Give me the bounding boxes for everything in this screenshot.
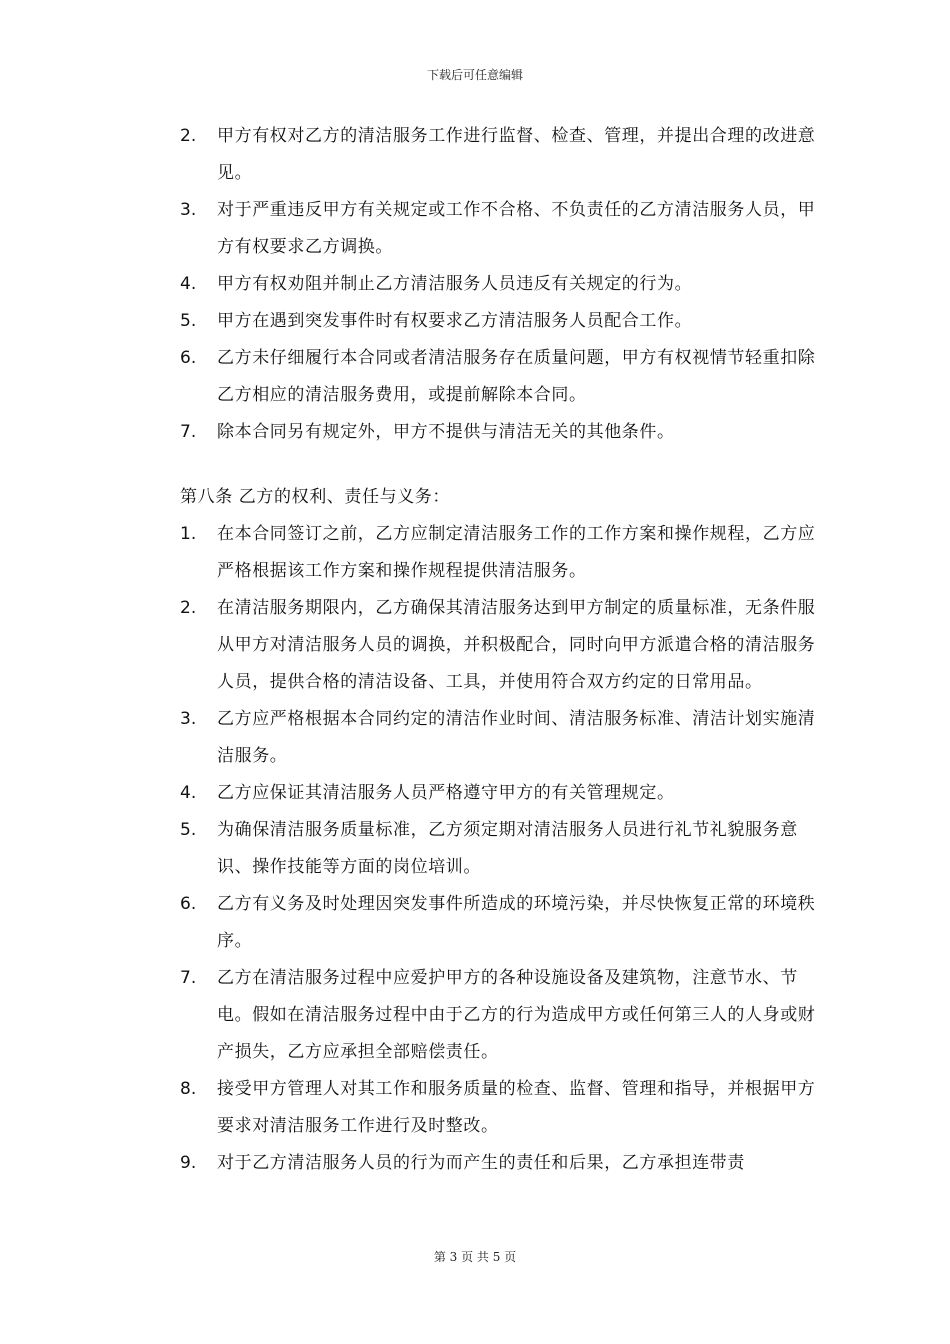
item-number: 6. [180, 348, 197, 368]
list-item [180, 192, 820, 266]
page-header: 下载后可任意编辑 [426, 68, 523, 82]
list-item [180, 266, 820, 303]
list-item [180, 414, 820, 451]
item-number: 5. [180, 311, 197, 331]
item-number: 2. [180, 598, 197, 618]
list-item [180, 516, 820, 590]
list-item [180, 701, 820, 775]
list-item [180, 118, 820, 192]
item-text: 在清洁服务期限内，乙方确保其清洁服务达到甲方制定的质量标准，无条件服从甲方对清洁服务人员的调换，并积极配合，同时向甲方派遣合格的清洁服务人员，提供合格的清洁设备、工具，并使用符合双方约定的日常用品。 [217, 598, 816, 692]
section-heading: 第八条 乙方的权利、责任与义务： [180, 487, 451, 507]
item-text: 接受甲方管理人对其工作和服务质量的检查、监督、管理和指导，并根据甲方要求对清洁服务工作进行及时整改。 [217, 1079, 816, 1136]
document-body [180, 118, 820, 1182]
item-text: 除本合同另有规定外，甲方不提供与清洁无关的其他条件。 [217, 422, 675, 442]
page-footer: 第 3 页 共 5 页 [433, 1250, 517, 1264]
item-number: 7. [180, 422, 197, 442]
item-text: 对于乙方清洁服务人员的行为而产生的责任和后果，乙方承担连带责 [217, 1153, 745, 1173]
obligations-list-party-a [180, 118, 820, 451]
item-text: 在本合同签订之前，乙方应制定清洁服务工作的工作方案和操作规程，乙方应严格根据该工作方案和操作规程提供清洁服务。 [217, 524, 816, 581]
item-text: 乙方应严格根据本合同约定的清洁作业时间、清洁服务标准、清洁计划实施清洁服务。 [217, 709, 816, 766]
item-number: 3. [180, 709, 197, 729]
item-number: 4. [180, 274, 197, 294]
list-item [180, 886, 820, 960]
item-number: 7. [180, 968, 197, 988]
item-text: 为确保清洁服务质量标准，乙方须定期对清洁服务人员进行礼节礼貌服务意识、操作技能等方面的岗位培训。 [217, 820, 798, 877]
list-item [180, 812, 820, 886]
item-number: 2. [180, 126, 197, 146]
item-text: 乙方有义务及时处理因突发事件所造成的环境污染，并尽快恢复正常的环境秩序。 [217, 894, 816, 951]
list-item [180, 590, 820, 701]
item-text: 乙方未仔细履行本合同或者清洁服务存在质量问题，甲方有权视情节轻重扣除乙方相应的清洁服务费用，或提前解除本合同。 [217, 348, 816, 405]
item-text: 乙方在清洁服务过程中应爱护甲方的各种设施设备及建筑物，注意节水、节电。假如在清洁服务过程中由于乙方的行为造成甲方或任何第三人的人身或财产损失，乙方应承担全部赔偿责任。 [217, 968, 816, 1062]
item-number: 8. [180, 1079, 197, 1099]
list-item [180, 960, 820, 1071]
list-item [180, 775, 820, 812]
list-item [180, 303, 820, 340]
item-number: 6. [180, 894, 197, 914]
list-item [180, 340, 820, 414]
item-text: 甲方有权劝阻并制止乙方清洁服务人员违反有关规定的行为。 [217, 274, 693, 294]
list-item [180, 1071, 820, 1145]
item-text: 对于严重违反甲方有关规定或工作不合格、不负责任的乙方清洁服务人员，甲方有权要求乙方调换。 [217, 200, 816, 257]
item-number: 1. [180, 524, 197, 544]
obligations-list-party-b [180, 516, 820, 1182]
item-number: 4. [180, 783, 197, 803]
item-text: 甲方有权对乙方的清洁服务工作进行监督、检查、管理，并提出合理的改进意见。 [217, 126, 816, 183]
item-number: 9. [180, 1153, 197, 1173]
item-text: 甲方在遇到突发事件时有权要求乙方清洁服务人员配合工作。 [217, 311, 693, 331]
list-item [180, 1145, 820, 1182]
item-number: 3. [180, 200, 197, 220]
item-text: 乙方应保证其清洁服务人员严格遵守甲方的有关管理规定。 [217, 783, 675, 803]
item-number: 5. [180, 820, 197, 840]
